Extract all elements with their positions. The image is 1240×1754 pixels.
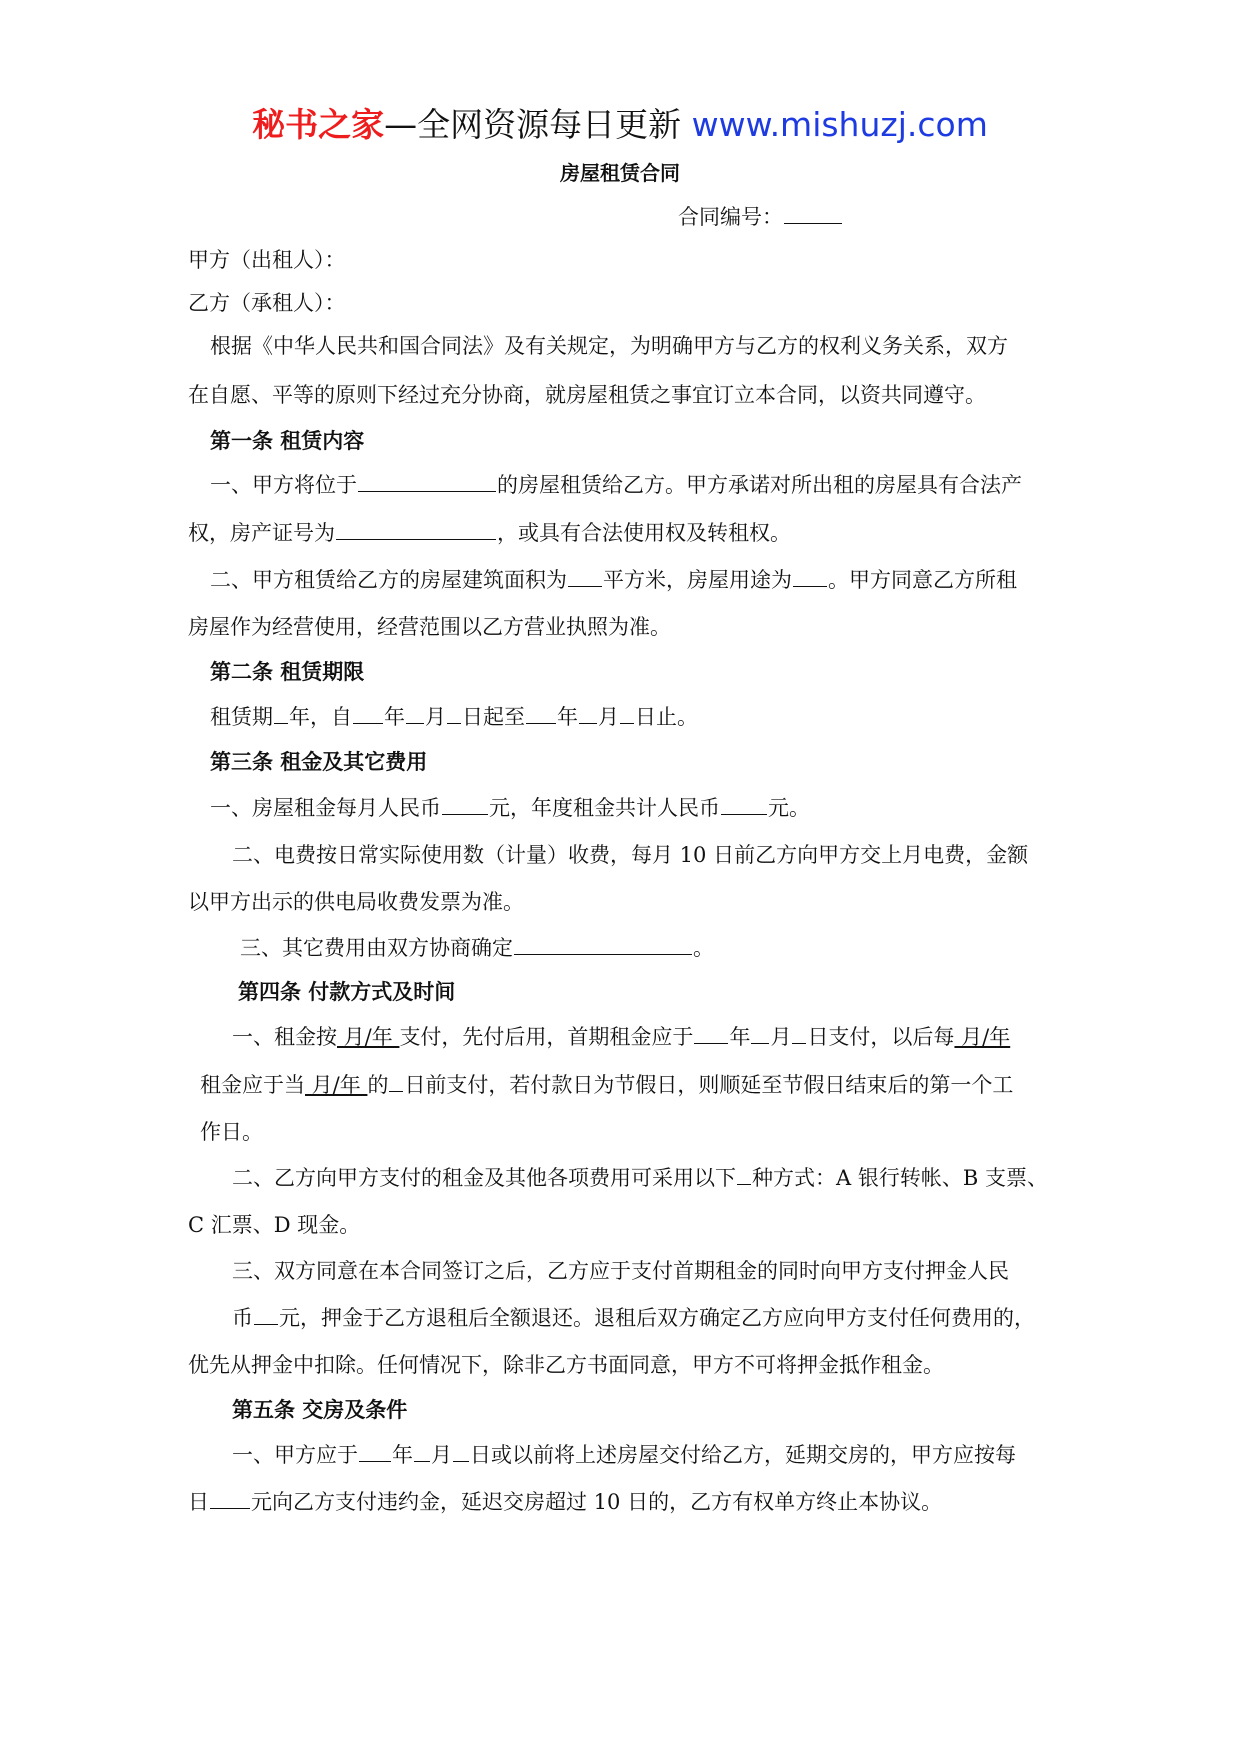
location-blank bbox=[358, 471, 496, 492]
usage-blank bbox=[793, 566, 827, 587]
lessor-line: 甲方（出租人）： bbox=[188, 248, 346, 272]
article-4-para-2-line-2: C 汇票、D 现金。 bbox=[188, 1213, 361, 1237]
article-4-para-2-line-1: 二、乙方向甲方支付的租金及其他各项费用可采用以下 种方式：A 银行转帐、B 支票、 bbox=[232, 1166, 1048, 1190]
intro-line-1: 根据《中华人民共和国合同法》及有关规定，为明确甲方与乙方的权利义务关系，双方 bbox=[210, 334, 1008, 358]
brand-name: 秘书之家 bbox=[252, 105, 385, 144]
article-2-heading: 第二条 租赁期限 bbox=[210, 659, 365, 684]
article-4-para-3-line-1: 三、双方同意在本合同签订之后，乙方应于支付首期租金的同时向甲方支付押金人民 bbox=[232, 1259, 1009, 1283]
article-4-heading: 第四条 付款方式及时间 bbox=[238, 979, 456, 1004]
article-5-para-1-line-1: 一、甲方应于 年 月 日或以前将上述房屋交付给乙方，延期交房的，甲方应按每 bbox=[232, 1443, 1016, 1467]
article-3-para-1: 一、房屋租金每月人民币 元，年度租金共计人民币 元。 bbox=[210, 796, 810, 820]
article-1-heading: 第一条 租赁内容 bbox=[210, 428, 365, 453]
site-banner bbox=[0, 103, 1240, 147]
article-3-para-2-line-2: 以甲方出示的供电局收费发票为准。 bbox=[188, 890, 524, 914]
site-url-link[interactable]: www.mishuzj.com bbox=[691, 105, 988, 144]
article-4-para-3-line-2: 币 元，押金于乙方退租后全额退还。退租后双方确定乙方应向甲方支付任何费用的， bbox=[232, 1306, 1035, 1330]
article-1-para-1-line-1: 一、甲方将位于 的房屋租赁给乙方。甲方承诺对所出租的房屋具有合法产 bbox=[210, 473, 1022, 497]
contract-number-label: 合同编号： bbox=[678, 205, 783, 229]
article-1-para-2-line-1: 二、甲方租赁给乙方的房屋建筑面积为 平方米，房屋用途为 。甲方同意乙方所租 bbox=[210, 568, 1017, 592]
intro-line-2: 在自愿、平等的原则下经过充分协商，就房屋租赁之事宜订立本合同，以资共同遵守。 bbox=[188, 383, 986, 407]
deposit-blank bbox=[254, 1304, 278, 1325]
article-3-heading: 第三条 租金及其它费用 bbox=[210, 749, 428, 774]
article-4-para-1-line-2: 租金应于当 月/年 的 日前支付，若付款日为节假日，则顺延至节假日结束后的第一个工 bbox=[200, 1073, 1014, 1097]
article-5-para-1-line-2: 日 元向乙方支付违约金，延迟交房超过 10 日的，乙方有权单方终止本协议。 bbox=[188, 1490, 943, 1514]
article-1-para-1-line-2: 权，房产证号为 ，或具有合法使用权及转租权。 bbox=[188, 521, 791, 545]
monthly-rent-blank bbox=[442, 794, 488, 815]
article-4-para-1-line-1: 一、租金按 月/年 支付，先付后用，首期租金应于 年 月 日支付，以后每 月/年 bbox=[232, 1025, 1011, 1049]
contract-number-blank bbox=[784, 203, 842, 224]
lessee-line: 乙方（承租人）： bbox=[188, 291, 346, 315]
penalty-blank bbox=[210, 1488, 250, 1509]
other-fees-blank bbox=[514, 934, 692, 955]
article-1-para-2-line-2: 房屋作为经营使用，经营范围以乙方营业执照为准。 bbox=[188, 615, 671, 639]
article-3-para-3: 三、其它费用由双方协商确定 。 bbox=[240, 936, 714, 960]
area-blank bbox=[568, 566, 602, 587]
article-3-para-2-line-1: 二、电费按日常实际使用数（计量）收费，每月 10 日前乙方向甲方交上月电费，金额 bbox=[232, 843, 1029, 867]
article-2-term-line: 租赁期 年，自 年 月 日起至 年 月 日止。 bbox=[210, 705, 698, 729]
article-4-para-1-line-3: 作日。 bbox=[200, 1120, 263, 1144]
article-5-heading: 第五条 交房及条件 bbox=[232, 1397, 408, 1422]
document-title: 房屋租赁合同 bbox=[560, 161, 680, 185]
annual-rent-blank bbox=[721, 794, 767, 815]
article-4-para-3-line-3: 优先从押金中扣除。任何情况下，除非乙方书面同意，甲方不可将押金抵作租金。 bbox=[188, 1353, 944, 1377]
contract-number-line bbox=[678, 202, 843, 232]
property-cert-blank bbox=[336, 519, 496, 540]
banner-slogan: —全网资源每日更新 bbox=[384, 105, 692, 144]
